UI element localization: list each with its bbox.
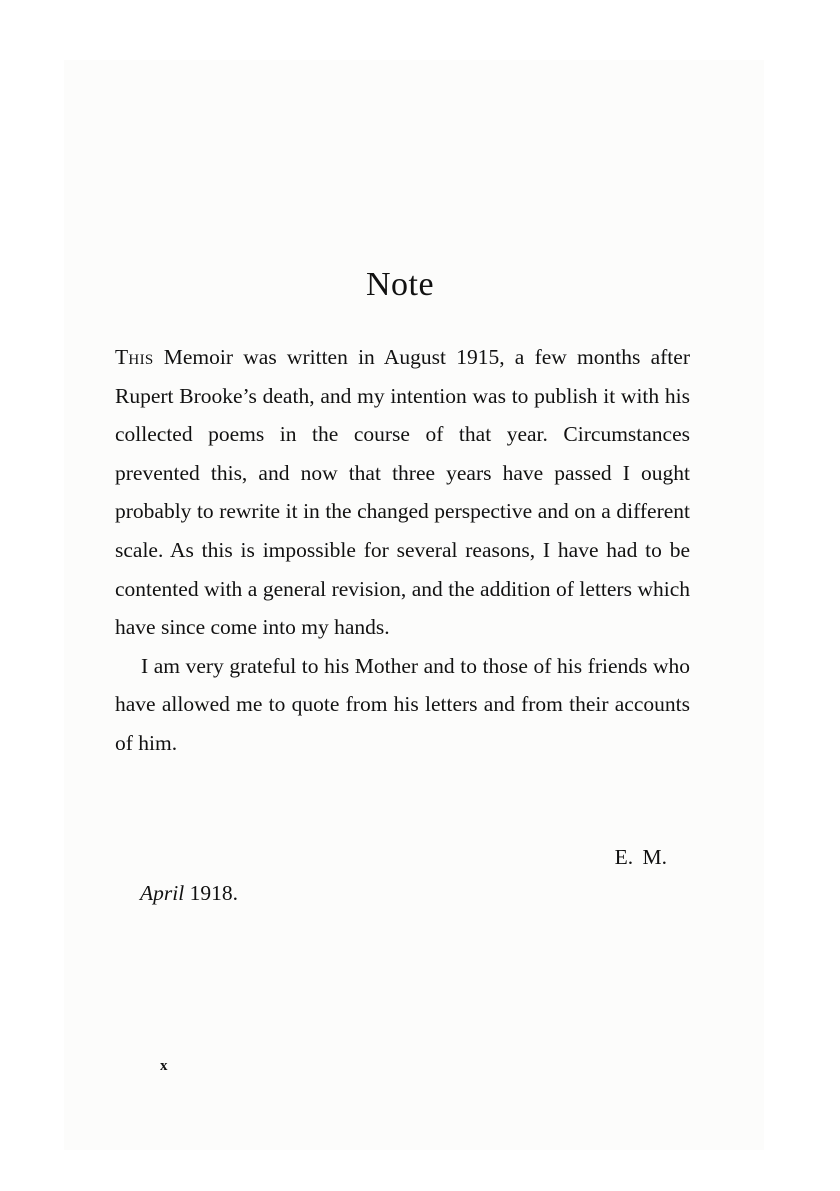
page-title: Note (365, 266, 435, 303)
paragraph-1 (115, 338, 690, 647)
paragraph-1-text: Memoir was written in August 1915, a few months after Rupert Brooke’s death, and my intention was to publish it with his collected poems in the course of that year. Circumstances prevented this, and now that three years have passed I ought probably to rewrite it in the changed perspective and on a different scale. As this is impossible for several reasons, I have had to be contented with a general revision, and the addition of letters which have since come into my hands. (115, 345, 690, 640)
page-number: x (160, 1058, 168, 1074)
dateline (140, 874, 238, 912)
paragraph-2: I am very grateful to his Mother and to those of his friends who have allowed me to quote from his letters and from their accounts of him. (115, 653, 690, 755)
date-year: 1918. (184, 881, 238, 905)
note-body (115, 338, 690, 763)
date-month: April (140, 881, 185, 905)
lead-word: This (115, 345, 154, 369)
author-initials: E. M. (614, 845, 667, 869)
